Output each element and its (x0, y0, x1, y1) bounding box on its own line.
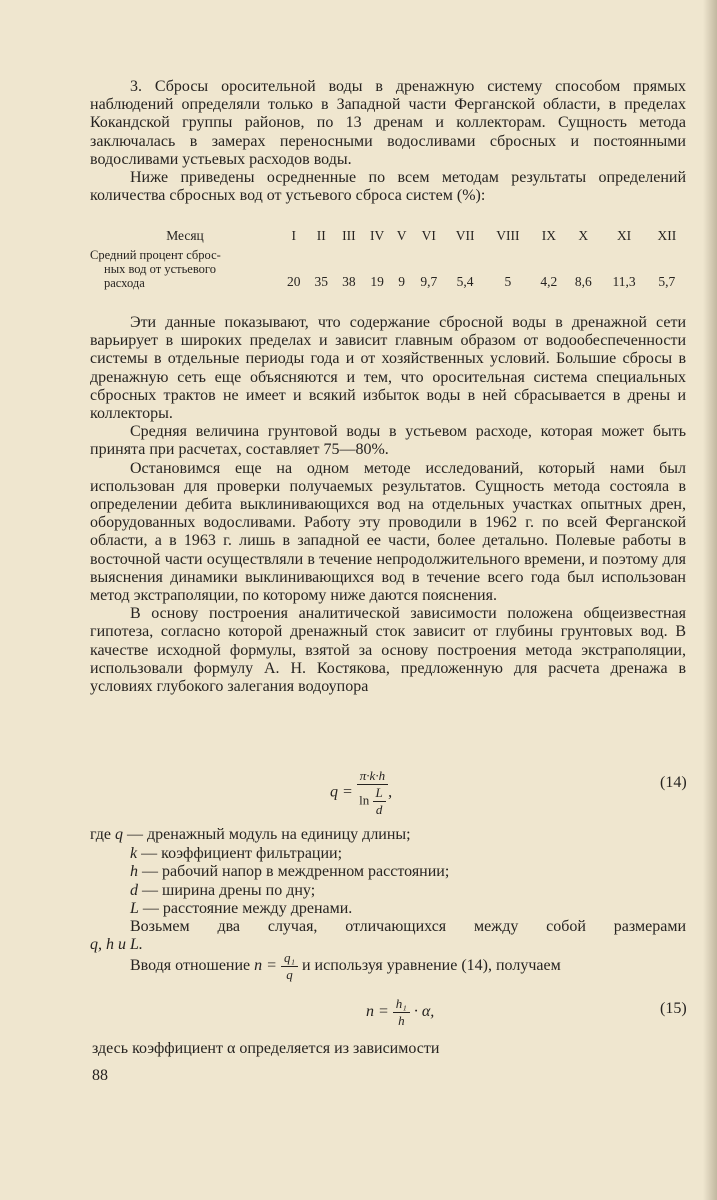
definition-symbol: q (115, 826, 124, 843)
equation-number-14: (14) (660, 774, 687, 791)
monthly-table (90, 228, 686, 290)
ln-symbol: ln (359, 792, 370, 808)
page-edge-shadow (703, 0, 717, 1200)
month-cell: IV (370, 228, 385, 243)
month-cell: II (316, 228, 326, 243)
intro-text (90, 78, 686, 205)
value-cell: 5,4 (456, 274, 474, 289)
formula-15 (366, 996, 434, 1029)
ratio-fraction (281, 950, 298, 983)
definition-text: — расстояние между дренами. (142, 900, 353, 918)
equation-number-15: (15) (660, 1000, 687, 1017)
definition-symbol: k (130, 844, 138, 862)
table-row (90, 248, 686, 290)
value-cell: 20 (287, 274, 301, 289)
month-cell: VI (421, 228, 436, 243)
definition-item (90, 900, 690, 919)
last-line: здесь коэффициент α определяется из зависимости (92, 1040, 440, 1057)
paragraph-hypothesis: В основу построения аналитической зависимости положена общеизвестная гипотеза, согласно которой дренажный сток зависит от глубины грунтовых вод. В качестве исходной формулы, взятой за основу построения метода экстраполяции, использовали формулу А. Н. Костякова, предложенную для расчета дренажа в условиях глубокого залегания водоупора (90, 605, 686, 696)
definition-item (90, 826, 690, 845)
definition-text: — коэффициент фильтрации; (141, 844, 343, 862)
formula-14 (330, 768, 392, 818)
value-cell: 5,7 (658, 274, 676, 289)
row-label-line: ных вод от устьевого (104, 262, 216, 276)
month-cell: VII (455, 228, 475, 243)
month-cell: V (396, 228, 407, 243)
ratio-denominator: q (286, 967, 293, 982)
value-cell: 9,7 (420, 274, 438, 289)
month-cell: XI (616, 228, 632, 243)
value-cell: 5 (504, 274, 512, 289)
definition-text: — рабочий напор в междренном расстоянии; (142, 863, 450, 881)
inner-numerator: L (373, 785, 386, 802)
paragraph-data-shows: Эти данные показывают, что содержание сбросной воды в дренажной сети варьирует в широких пределах и зависит главным образом от водообеспеченности системы в отдельные периоды года и от хозяйственных условий. Большие сбросы в дренажную сеть еще объясняются и тем, что оросительная система специальных сбросных трактов не имеет и всякий избыток воды в ней сбрасывается в дрены и коллекторы. (90, 314, 686, 423)
table-row-label (90, 248, 280, 290)
cases-line-2: q, h и L. (90, 936, 143, 954)
value-cell: 8,6 (574, 274, 592, 289)
value-cell: 19 (370, 274, 384, 289)
cases-line-1: Возьмем два случая, отличающихся между собой размерами (130, 918, 686, 935)
paragraph-method: Остановимся еще на одном методе исследований, который нами был использован для проверки получаемых результатов. Сущность метода состояла в определении дебита выклинивающихся вод на отдельных участках опытных дрен, оборудованных водосливами. Работу эту проводили в 1962 г. по всей Ферганской области, а в 1963 г. лишь в западной ее части, более детально. Полевые работы в восточной части осуществляли в течение непродолжительного времени, и поэтому для выяснения динамики выклинивающихся вод в течение всего года был использован метод экстраполяции, по которому ниже даются пояснения. (90, 459, 686, 605)
value-cell: 11,3 (612, 274, 636, 289)
month-cell: XII (657, 228, 677, 243)
month-cell: VIII (496, 228, 520, 243)
inner-denominator: d (375, 802, 383, 817)
value-cell: 4,2 (540, 274, 558, 289)
definition-symbol: d (130, 881, 138, 899)
table-header-row (90, 228, 686, 248)
month-cell: III (342, 228, 356, 243)
cases-text (90, 918, 686, 954)
definition-item (90, 882, 690, 901)
formula-comma: , (388, 783, 393, 801)
definition-text: — дренажный модуль на единицу длины; (127, 826, 411, 843)
row-label-line: Средний процент сброс- (90, 248, 221, 262)
month-cell: X (578, 228, 589, 243)
ratio-intro-pre: Вводя отношение (130, 957, 251, 975)
formula15-lhs: n = (366, 1003, 389, 1021)
definition-text: — ширина дрены по дну; (142, 881, 316, 899)
formula15-denominator: h (398, 1013, 405, 1028)
definition-item (90, 845, 690, 864)
formula15-fraction (393, 996, 410, 1029)
formula-lhs: q = (330, 783, 353, 801)
ratio-numerator: q₁ (281, 950, 298, 967)
main-text (90, 314, 686, 696)
paragraph-sbrosy: 3. Сбросы оросительной воды в дренажную систему способом прямых наблюдений определяли только в Западной части Ферганской области, в пределах Кокандской группы районов, по 13 дренам и коллекторам. Сущность метода заключалась в замерах переносными водосливами сбросных и постоянными водосливами устьевых расходов воды. (90, 78, 686, 168)
formula-fraction (357, 768, 388, 818)
formula-denominator (357, 785, 388, 818)
ratio-intro-post: и используя уравнение (14), получаем (301, 957, 561, 975)
month-cell: I (291, 228, 297, 243)
value-cell: 35 (314, 274, 329, 289)
month-cell: IX (541, 228, 556, 243)
definition-symbol: L (130, 900, 139, 918)
paragraph-average: Средняя величина грунтовой воды в устьевом расходе, которая может быть принята при расчетах, составляет 75—80%. (90, 423, 686, 459)
inner-fraction (373, 785, 386, 818)
value-cell: 9 (398, 274, 405, 289)
formula-numerator: π·k·h (357, 768, 388, 785)
ratio-intro-line (130, 950, 561, 983)
formula15-numerator: h₁ (393, 996, 410, 1013)
paragraph-results-intro: Ниже приведены осредненные по всем методам результаты определений количества сбросных вод от устьевого сброса систем (%): (90, 169, 686, 205)
definitions-list (90, 826, 690, 919)
ratio-lhs: n = (254, 957, 277, 975)
definition-item (90, 863, 690, 882)
page-number: 88 (92, 1067, 108, 1084)
definition-symbol: h (130, 863, 138, 881)
row-label-line: расхода (104, 276, 145, 290)
value-cell: 38 (342, 274, 356, 289)
formula15-tail: · α, (413, 1003, 435, 1021)
definitions-lead: где (90, 826, 112, 843)
table-header-label: Месяц (166, 228, 204, 243)
